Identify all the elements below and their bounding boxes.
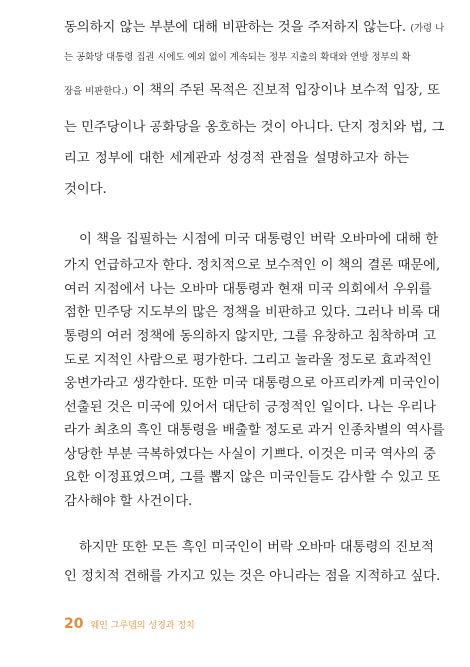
parenthetical-note: 장을 비판한다.) [64, 86, 128, 97]
text-line: 점한 민주당 지도부의 많은 정책을 비판하고 있다. 그러나 비록 대 [64, 305, 441, 320]
text-segment: 동의하지 않는 부분에 대해 비판하는 것을 주저하지 않는다. [64, 20, 407, 35]
book-title: 웨인 그루뎀의 성경과 정치 [90, 621, 195, 631]
text-line: 인 정치적 견해를 가지고 있는 것은 아니라는 점을 지적하고 싶다. [64, 569, 441, 584]
text-line: 상당한 부분 극복하였다는 사실이 기쁘다. 이것은 미국 역사의 중 [64, 447, 437, 462]
text-line: 것이다. [64, 182, 107, 197]
page-footer [64, 616, 195, 632]
parenthetical-note: (가령 나 [410, 23, 445, 34]
text-line: 가지 언급하고자 한다. 정치적으로 보수적인 이 책의 결론 때문에, [64, 258, 441, 273]
page-number: 20 [64, 616, 84, 632]
text-line: 여러 지점에서 나는 오바마 대통령과 현재 미국 의회에서 우위를 [64, 282, 432, 297]
text-line: 도로 지적인 사람으로 평가한다. 그리고 놀라울 정도로 효과적인 [64, 353, 432, 368]
text-line: 리고 정부에 대한 세계관과 성경적 관점을 설명하고자 하는 [64, 151, 409, 166]
text-line: 웅변가라고 생각한다. 또한 미국 대통령으로 아프리카계 미국인이 [64, 376, 441, 391]
text-line: 선출된 것은 미국에 있어서 대단히 긍정적인 일이다. 나는 우리나 [64, 400, 437, 415]
text-segment: 이 책의 주된 목적은 진보적 입장이나 보수적 입장, 또 [132, 83, 440, 98]
text-line [64, 17, 445, 39]
text-line: 통령의 여러 정책에 동의하지 않지만, 그를 유창하고 침착하며 고 [64, 329, 437, 344]
text-line: 감사해야 할 사건이다. [64, 494, 193, 509]
text-line [64, 80, 440, 102]
text-line: 요한 이정표였으며, 그를 뽑지 않은 미국인들도 감사할 수 있고 또 [64, 470, 441, 485]
parenthetical-note-line: 는 공화당 대통령 집권 시에도 예외 없이 계속되는 정부 지출의 확대와 연방 정부의 확 [64, 52, 411, 63]
text-line: 하지만 또한 모든 흑인 미국인이 버락 오바마 대통령의 진보적 [79, 540, 434, 555]
text-line: 라가 최초의 흑인 대통령을 배출할 정도로 과거 인종차별의 역사를 [64, 423, 445, 438]
text-line: 이 책을 집필하는 시점에 미국 대통령인 버락 오바마에 대해 한 [79, 232, 439, 247]
text-line: 는 민주당이나 공화당을 옹호하는 것이 아니다. 단지 정치와 법, 그 [64, 120, 445, 135]
